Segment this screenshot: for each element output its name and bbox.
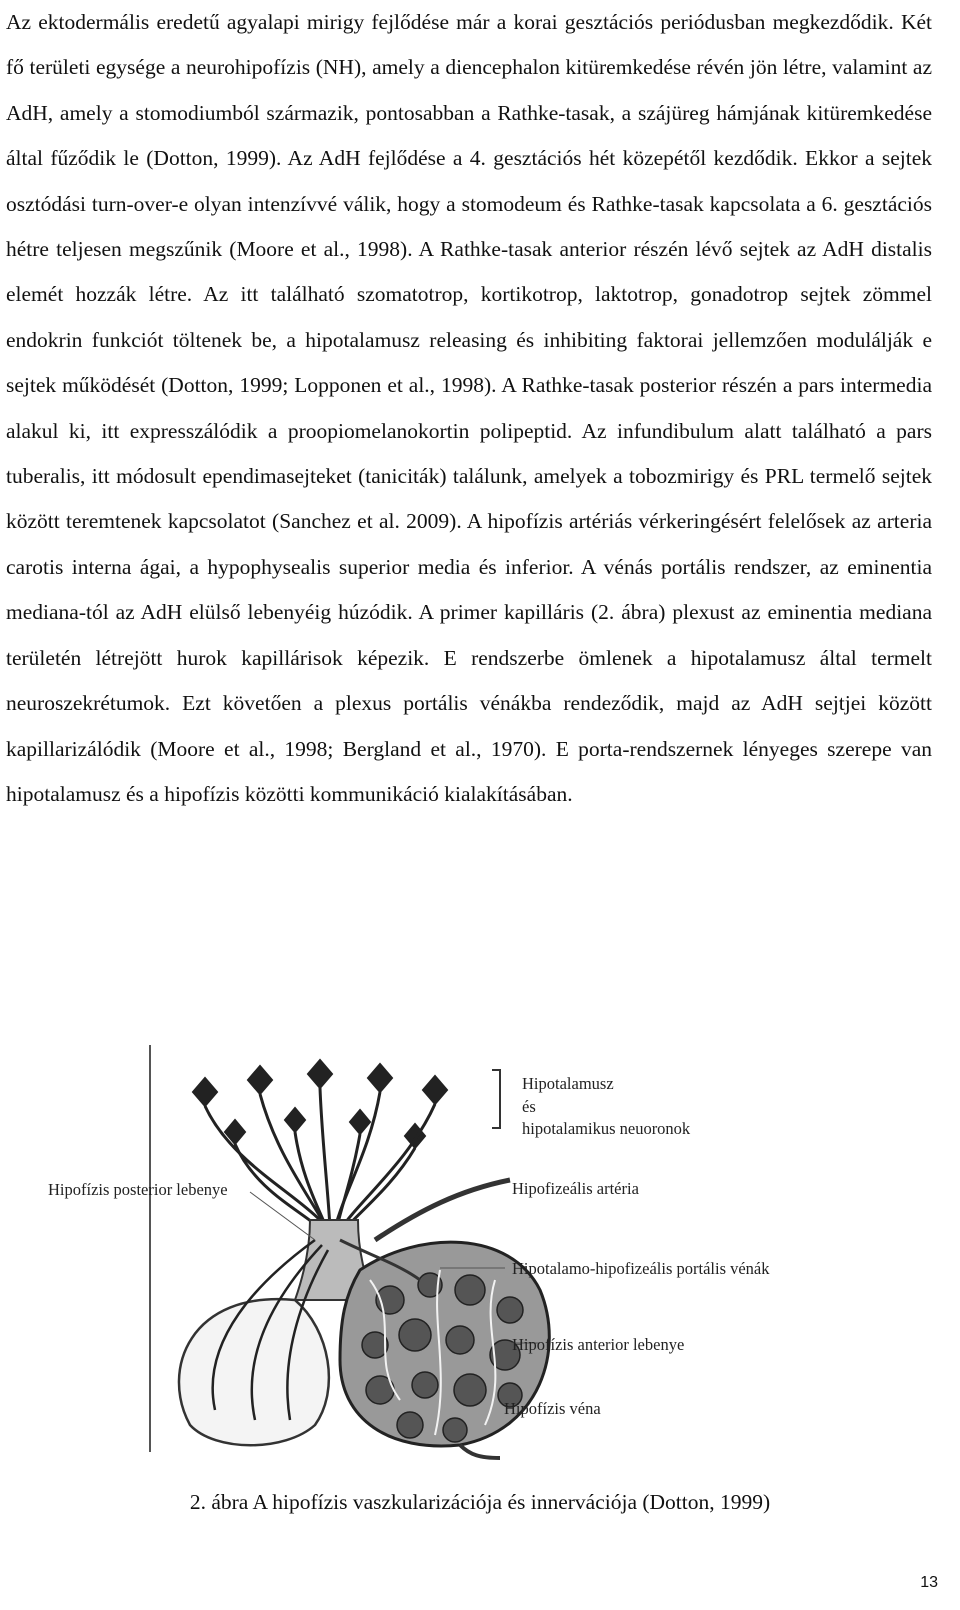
label-hypothalamus: Hipotalamusz bbox=[522, 1074, 614, 1093]
label-hypophyseal-artery: Hipofizeális artéria bbox=[512, 1179, 639, 1198]
body-paragraph: Az ektodermális eredetű agyalapi mirigy fejlődése már a korai gesztációs periódusban megkezdődik. Két fő területi egysége a neurohipofízis (NH), amely a diencephalon kitüremkedése révén jön létre, valamint az AdH, amely a stomodiumból származik, pontosabban a Rathke-tasak, a szájüreg hámjának kitüremkedése által fűződik le (Dotton, 1999). Az AdH fejlődése a 4. gesztációs hét közepétől kezdődik. Ekkor a sejtek osztódási turn-over-e olyan intenzívvé válik, hogy a stomodeum és Rathke-tasak kapcsolata a 6. gesztációs hétre teljesen megszűnik (Moore et al., 1998). A Rathke-tasak anterior részén lévő sejtek az AdH distalis elemét hozzák létre. Az itt található szomatotrop, kortikotrop, laktotrop, gonadotrop sejtek zömmel endokrin funkciót töltenek be, a hipotalamusz releasing és inhibiting faktorai jellemzően modulálják e sejtek működését (Dotton, 1999; Lopponen et al., 1998). A Rathke-tasak posterior részén a pars intermedia alakul ki, itt expresszálódik a proopiomelanokortin polipeptid. Az infundibulum alatt található a pars tuberalis, itt módosult ependimasejteket (taniciták) találunk, amelyek a tobozmirigy és PRL termelő sejtek között teremtenek kapcsolatot (Sanchez et al. 2009). A hipofízis artériás vérkeringésért felelősek az arteria carotis interna ágai, a hypophysealis superior media és inferior. A vénás portális rendszer, az eminentia mediana-tól az AdH elülső lebenyéig húzódik. A primer kapilláris (2. ábra) plexust az eminentia mediana területén létrejött hurok kapillárisok képezik. E rendszerbe ömlenek a hipotalamusz által termelt neuroszekrétumok. Ezt követően a plexus portális vénákba rendeződik, majd az AdH sejtjei között kapillarizálódik (Moore et al., 1998; Bergland et al., 1970). E porta-rendszernek lényeges szerepe van hipotalamusz és a hipofízis közötti kommunikáció kialakításában. bbox=[6, 10, 932, 806]
pituitary-figure bbox=[40, 1040, 940, 1460]
pituitary-illustration bbox=[40, 1040, 940, 1460]
label-posterior-lobe: Hipofízis posterior lebenye bbox=[48, 1180, 228, 1199]
figure-caption: 2. ábra A hipofízis vaszkularizációja és innervációja (Dotton, 1999) bbox=[189, 1490, 771, 1514]
page-number: 13 bbox=[920, 1574, 938, 1591]
label-portal-veins: Hipotalamo-hipofizeális portális vénák bbox=[512, 1259, 770, 1278]
label-hypothalamic-neurons: hipotalamikus neuoronok bbox=[522, 1119, 691, 1138]
label-hypothalamus-and: és bbox=[522, 1097, 536, 1116]
label-anterior-lobe: Hipofízis anterior lebenye bbox=[512, 1335, 685, 1354]
label-hypophyseal-vein: Hipofízis véna bbox=[504, 1399, 601, 1418]
